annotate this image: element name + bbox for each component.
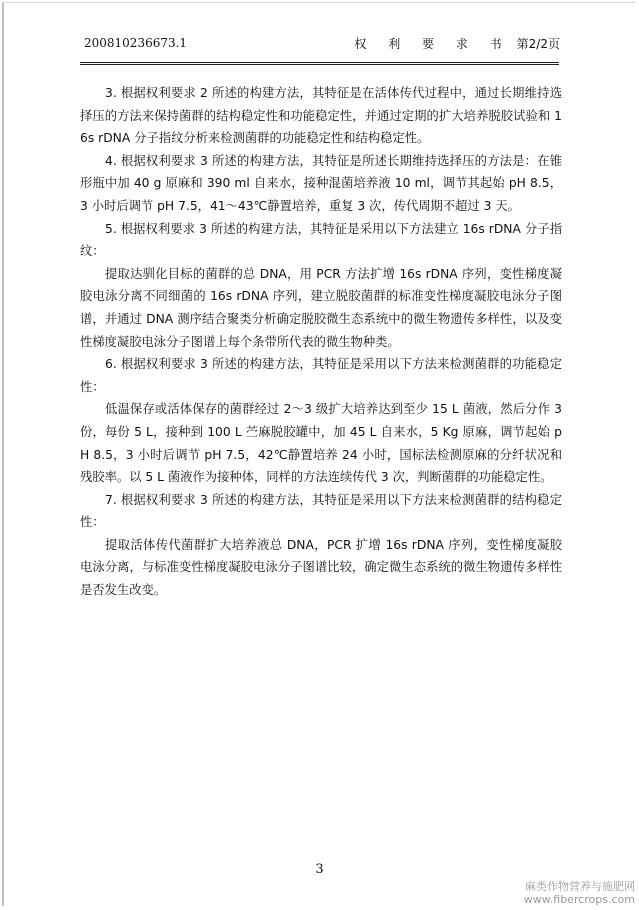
claim-5: 5. 根据权利要求 3 所述的构建方法，其特征是采用以下方法建立 16s rDNA 分子指纹： [80,221,562,259]
watermark [505,880,635,906]
watermark-url: www.fibercrops.com [523,893,635,906]
application-number: 200810236673.1 [84,36,188,50]
document-type: 权 利 要 求 书 [354,37,511,51]
claim-3: 3. 根据权利要求 2 所述的构建方法，其特征是在活体传代过程中，通过长期维持选择压的方法来保持菌群的结构稳定性和功能稳定性，并通过定期的扩大培养脱胶试验和 16s rDNA 分子指纹分析来检测菌群的功能稳定性和结构稳定性。 [80,86,562,146]
claim-6-detail: 低温保存或活体保存的菌群经过 2～3 级扩大培养达到至少 15 L 菌液，然后分作 3 份，每份 5 L，接种到 100 L 苎麻脱胶罐中，加 45 L 自来水，5 Kg 原麻，调节起始 pH 8.5，3 小时后调节 pH 7.5，42℃静置培养 24 小时，国标法检测原麻的分纤状况和残胶率。以 5 L 菌液作为接种体，同样的方法连续传代 3 次，判断菌群的功能稳定性。 [80,402,562,485]
claims-body [80,82,562,602]
claim-7-detail: 提取活体传代菌群扩大培养液总 DNA，PCR 扩增 16s rDNA 序列，变性梯度凝胶电泳分离，与标准变性梯度凝胶电泳分子图谱比较，确定微生态系统的微生物遗传多样性是否发生改变。 [80,537,562,598]
header-rule-bottom [80,64,559,65]
watermark-site-name: 麻类作物营养与施肥网 [525,880,635,893]
page-label: 第2/2页 [516,37,560,51]
claim-6: 6. 根据权利要求 3 所述的构建方法，其特征是采用以下方法来检测菌群的功能稳定性： [80,357,562,394]
claim-7: 7. 根据权利要求 3 所述的构建方法，其特征是采用以下方法来检测菌群的结构稳定性： [80,492,562,530]
claim-4: 4. 根据权利要求 3 所述的构建方法，其特征是所述长期维持选择压的方法是：在锥形瓶中加 40 g 原麻和 390 ml 自来水，接种混菌培养液 10 ml，调节其起始 pH 8.5，3 小时后调节 pH 7.5，41～43℃静置培养，重复 3 次，传代周期不超过 3 天。 [80,153,562,213]
header-rule-top [80,62,559,63]
header-right [354,35,560,52]
claim-5-detail: 提取达驯化目标的菌群的总 DNA，用 PCR 方法扩增 16s rDNA 序列，变性梯度凝胶电泳分离不同细菌的 16s rDNA 序列，建立脱胶菌群的标准变性梯度凝胶电泳分子图谱，并通过 DNA 测序结合聚类分析确定脱胶微生态系统中的微生物遗传多样性，以及变性梯度凝胶电泳分子图谱上每个条带所代表的微生物种类。 [80,266,562,349]
page-number: 3 [315,862,324,877]
